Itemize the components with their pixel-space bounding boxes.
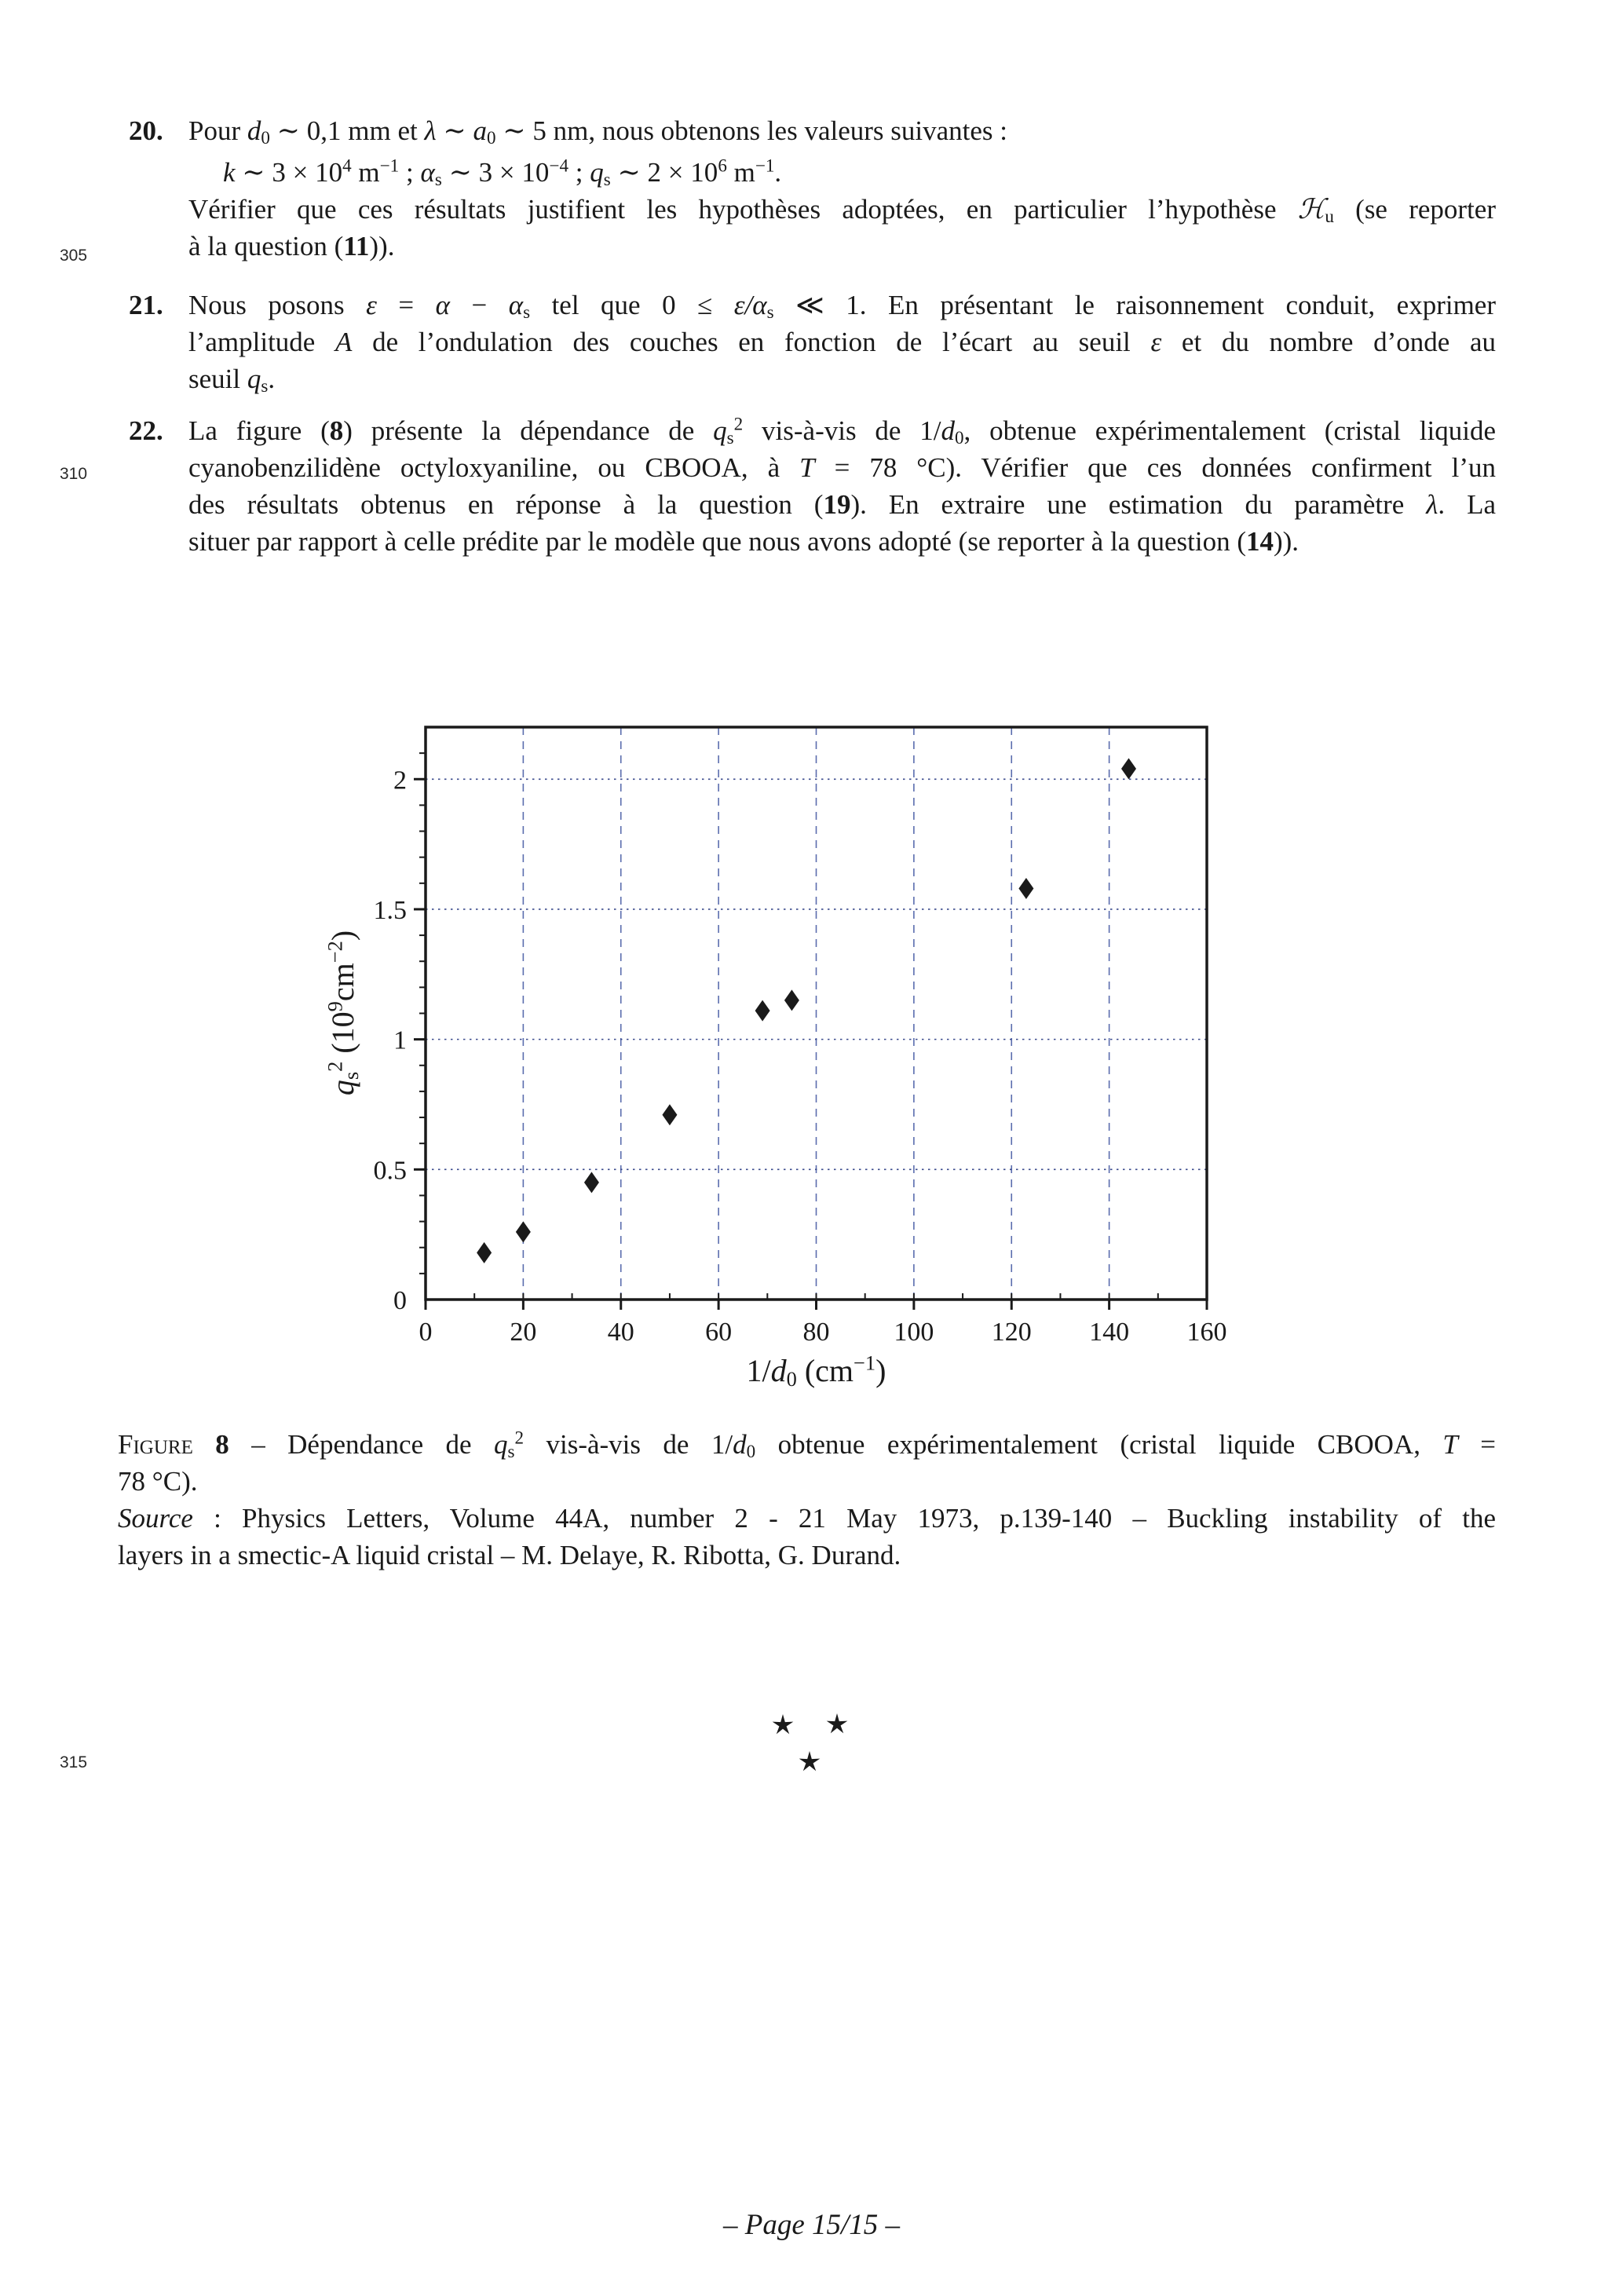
margin-line-number-310: 310	[60, 465, 88, 483]
svg-text:140: 140	[1089, 1318, 1130, 1347]
svg-text:100: 100	[894, 1318, 934, 1347]
item-number-label: 21.	[129, 290, 163, 320]
diamond-marker	[516, 1221, 531, 1242]
svg-text:120: 120	[991, 1318, 1032, 1347]
scatter-chart	[314, 691, 1335, 1413]
text-line: à la question (11)).	[188, 231, 395, 261]
chart-y-axis-title: $qs^2$ $(10^9cm^{-2})$	[323, 930, 363, 1096]
text-line: layers in a smectic-A liquid cristal – M. Delaye, R. Ribotta, G. Durand.	[118, 1540, 901, 1570]
question-item-22	[129, 412, 1496, 560]
text-line: cyanobenzilidène octyloxyaniline, ou CBOOA, à T = 78 °C). Vérifier que ces données confirment l’un	[188, 452, 1496, 483]
star-icon	[825, 1712, 849, 1735]
margin-line-number-315: 315	[60, 1753, 88, 1771]
item-text	[188, 287, 1496, 397]
svg-text:80: 80	[802, 1318, 830, 1347]
text-line: seuil qs.	[188, 364, 276, 397]
text-line: k ∼ $3 \times 10^4$ $m^{-1}$ ; αs ∼ $3 \times 10^{-4}$ ; qs ∼ $2 \times 10^6$ $m^{-1}$.	[223, 155, 782, 190]
diamond-marker	[477, 1242, 492, 1263]
svg-text:60: 60	[705, 1318, 733, 1347]
text-line: Nous posons ε = α − αs tel que 0 ≤ ε/αs ≪ 1. En présentant le raisonnement conduit, exprimer	[188, 290, 1496, 323]
chart-data-points	[477, 759, 1136, 1263]
text-line: La figure (8) présente la dépendance de $qs^2$ vis-à-vis de 1/d0, obtenue expérimentalement (cristal liquide	[188, 413, 1496, 448]
chart-tick-labels	[374, 766, 1227, 1347]
svg-text:0.5: 0.5	[373, 1156, 407, 1186]
chart-axis-ticks	[414, 753, 1207, 1310]
diamond-marker	[1121, 759, 1136, 780]
margin-line-number-305: 305	[60, 247, 88, 265]
text-line: Vérifier que ces résultats justifient les hypothèses adoptées, en particulier l’hypothèse ℋu (se reporter	[188, 194, 1496, 227]
svg-text:20: 20	[510, 1318, 537, 1347]
text-line: l’amplitude A de l’ondulation des couches en fonction de l’écart au seuil ε et du nombre d’onde au	[188, 327, 1496, 357]
text-line: Figure 8 – Dépendance de $qs^2$ vis-à-vis de 1/d0 obtenue expérimentalement (cristal liquide CBOOA, T =	[118, 1427, 1496, 1462]
text-line: situer par rapport à celle prédite par le modèle que nous avons adopté (se reporter à la question (14)).	[188, 526, 1299, 557]
svg-text:40: 40	[607, 1318, 634, 1347]
star-icon	[798, 1749, 821, 1773]
diamond-marker	[662, 1104, 677, 1125]
svg-text:2: 2	[393, 766, 407, 795]
text-line: Pour d0 ∼ 0,1 mm et λ ∼ a0 ∼ 5 nm, nous obtenons les valeurs suivantes :	[188, 115, 1007, 148]
diamond-marker	[755, 1000, 770, 1022]
item-text	[188, 412, 1496, 560]
svg-text:1.5: 1.5	[373, 895, 407, 925]
item-number-label: 22.	[129, 415, 163, 446]
text-line: des résultats obtenus en réponse à la question (19). En extraire une estimation du paramètre λ. La	[188, 489, 1496, 520]
figure-source	[118, 1500, 1496, 1574]
figure-caption	[118, 1426, 1496, 1500]
question-item-21	[129, 287, 1496, 397]
star-icon	[771, 1713, 795, 1736]
svg-text:1: 1	[393, 1026, 407, 1055]
chart-x-axis-title: 1/d0 $(cm^{-1})$	[746, 1351, 886, 1391]
diamond-marker	[1018, 878, 1033, 899]
item-text	[188, 112, 1496, 265]
page-footer: – Page 15/15 –	[722, 2209, 901, 2241]
text-line: 78 °C).	[118, 1466, 198, 1497]
svg-text:0: 0	[419, 1318, 433, 1347]
chart-gridlines	[426, 727, 1207, 1300]
diamond-marker	[584, 1172, 599, 1193]
text-line: Source : Physics Letters, Volume 44A, number 2 - 21 May 1973, p.139-140 – Buckling instability of the	[118, 1503, 1496, 1534]
question-item-20	[129, 112, 1496, 265]
diamond-marker	[784, 989, 799, 1011]
svg-text:160: 160	[1186, 1318, 1227, 1347]
svg-text:0: 0	[393, 1286, 407, 1315]
item-number-label: 20.	[129, 115, 163, 146]
